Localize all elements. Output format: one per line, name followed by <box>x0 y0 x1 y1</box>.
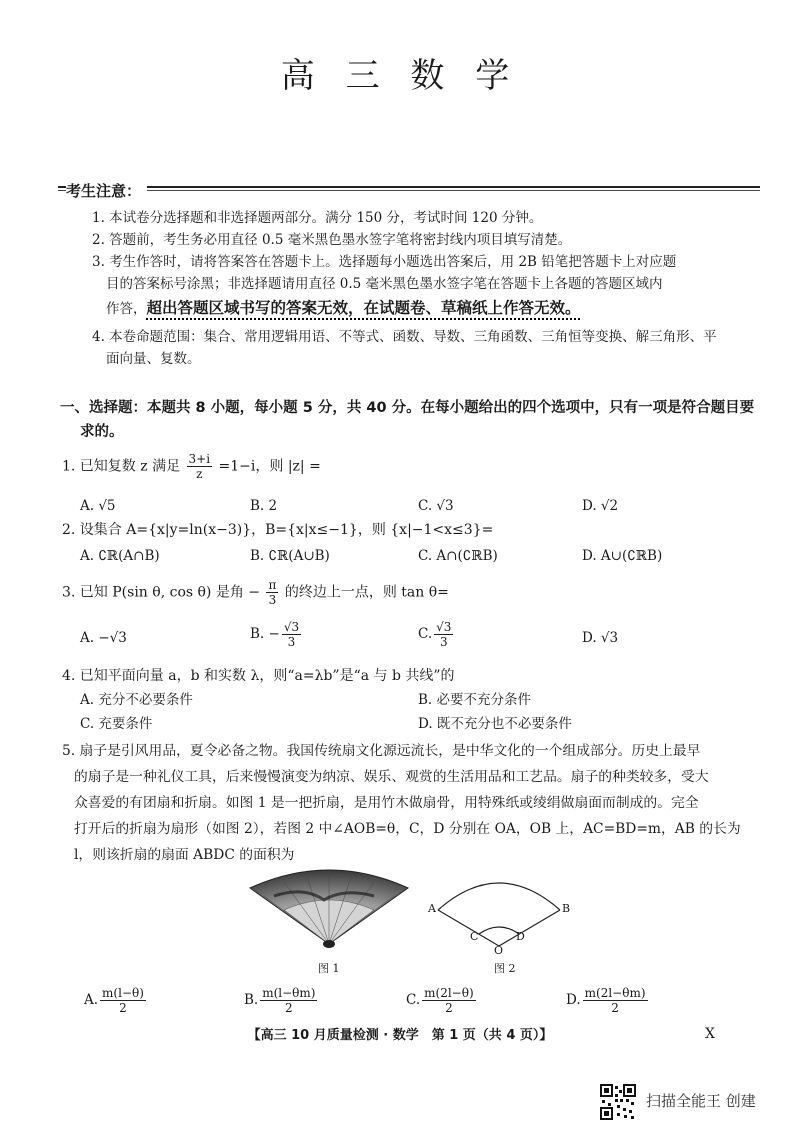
section-heading <box>60 396 760 444</box>
q1-option-d: D. √2 <box>582 498 619 514</box>
notice-item: 4. 本卷命题范围：集合、常用逻辑用语、不等式、函数、导数、三角函数、三角恒等变换、解三角形、平 <box>92 329 717 345</box>
q5-line: l，则该折扇的扇面 ABDC 的面积为 <box>74 847 295 863</box>
scanner-watermark: 扫描全能王 创建 <box>646 1092 756 1110</box>
q1-option-a: A. √5 <box>80 498 116 514</box>
notice-item <box>92 295 762 322</box>
question-4: 4. 已知平面向量 a，b 和实数 λ，则“a=λb”是“a 与 b 共线”的 <box>62 668 455 684</box>
q5-option-b-letter: B. <box>244 992 259 1008</box>
q5-option-d <box>566 986 650 1015</box>
notice-item: 1. 本试卷分选择题和非选择题两部分。满分 150 分，考试时间 120 分钟。 <box>92 210 543 226</box>
q5-option-a <box>84 986 148 1015</box>
question-1 <box>62 452 762 481</box>
fig2-label-d: D <box>516 930 525 943</box>
q1-stem-pre: 1. 已知复数 z 满足 <box>62 458 181 475</box>
page-title: 高 三 数 学 <box>280 56 520 96</box>
fig2-label-a: A <box>428 902 436 915</box>
fig2-label-o: O <box>494 944 504 957</box>
q5-option-d-frac <box>583 986 648 1015</box>
q5-option-c-frac <box>422 986 476 1015</box>
q1-frac-den: z <box>196 467 203 481</box>
notice-item-cont: 作答， <box>106 301 147 317</box>
figure-2-caption: 图 2 <box>494 962 516 975</box>
figure-2-sector-diagram <box>424 862 574 954</box>
figure-1-caption: 图 1 <box>318 962 340 975</box>
q2-option-a: A. ∁ℝ(A∩B) <box>80 548 160 564</box>
question-3 <box>62 578 762 607</box>
q4-option-c: C. 充要条件 <box>80 716 153 732</box>
q5-option-b <box>244 986 319 1015</box>
page-footer: 【高三 10 月质量检测 · 数学 第 1 页（共 4 页）】 <box>247 1028 553 1043</box>
q5-option-d-den: 2 <box>611 1001 619 1015</box>
q1-stem-post: =1−i，则 |z| = <box>218 458 321 475</box>
q3-option-b-letter: B. − <box>250 626 280 642</box>
q4-option-d: D. 既不充分也不必要条件 <box>418 716 572 732</box>
q5-option-c <box>406 986 478 1015</box>
q3-option-c-frac <box>434 620 453 649</box>
q1-option-c: C. √3 <box>418 498 454 514</box>
header-rule <box>58 186 760 188</box>
q2-option-b: B. ∁ℝ(A∪B) <box>250 548 330 564</box>
notice-item: 2. 答题前，考生务必用直径 0.5 毫米黑色墨水签字笔将密封线内项目填写清楚。 <box>92 232 572 248</box>
q1-fraction <box>187 452 213 481</box>
header-rule-thin <box>58 190 760 191</box>
figure-1-folding-fan <box>244 866 414 952</box>
q5-option-a-den: 2 <box>119 1001 127 1015</box>
q1-frac-num: 3+i <box>188 452 211 466</box>
q1-option-b: B. 2 <box>250 498 278 514</box>
notice-block <box>92 207 762 370</box>
q3-option-c-den: 3 <box>439 635 448 649</box>
q5-option-c-letter: C. <box>406 992 421 1008</box>
q5-option-a-letter: A. <box>84 992 99 1008</box>
question-5 <box>62 738 762 868</box>
q5-option-c-den: 2 <box>445 1001 453 1015</box>
q5-option-d-num: m(2l−θm) <box>584 986 646 1000</box>
q3-option-c-num: √3 <box>436 620 452 634</box>
question-2: 2. 设集合 A={x|y=ln(x−3)}，B={x|x≤−1}，则 {x|−1<x≤3}= <box>62 522 494 538</box>
q3-stem-pre: 3. 已知 P(sin θ, cos θ) 是角 − <box>62 584 261 601</box>
q5-line: 的扇子是一种礼仪工具，后来慢慢演变为纳凉、娱乐、观赏的生活用品和工艺品。扇子的种类较多，受大 <box>74 769 709 785</box>
q2-option-d: D. A∪(∁ℝB) <box>582 548 663 564</box>
q3-frac-num: π <box>268 578 277 592</box>
q5-option-b-den: 2 <box>285 1001 293 1015</box>
q3-option-c-letter: C. <box>418 626 433 642</box>
notice-item: 目的答案标号涂黑；非选择题请用直径 0.5 毫米黑色墨水签字笔在答题卡上各题的答题区域内 <box>106 276 663 292</box>
q4-option-a: A. 充分不必要条件 <box>80 692 193 708</box>
q3-option-a: A. −√3 <box>80 630 127 646</box>
q3-stem-post: 的终边上一点，则 tan θ= <box>284 584 449 601</box>
q3-fraction <box>266 578 278 607</box>
q2-option-c: C. A∩(∁ℝB) <box>418 548 498 564</box>
fig2-label-c: C <box>470 930 479 943</box>
q3-option-b-den: 3 <box>287 635 296 649</box>
x-mark: X <box>705 1026 715 1042</box>
q3-option-b-frac <box>282 620 301 649</box>
qr-code-icon <box>600 1084 636 1120</box>
notice-heading: 考生注意： <box>66 180 147 201</box>
q5-option-a-num: m(l−θ) <box>102 986 144 1000</box>
notice-item: 面向量、复数。 <box>106 351 201 367</box>
section-heading-line: 求的。 <box>80 424 124 440</box>
q5-option-b-num: m(l−θm) <box>262 986 316 1000</box>
q3-option-b <box>250 620 303 649</box>
q5-option-b-frac <box>260 986 317 1015</box>
q3-frac-den: 3 <box>268 593 277 607</box>
q5-option-d-letter: D. <box>566 992 581 1008</box>
q5-option-c-num: m(2l−θ) <box>424 986 474 1000</box>
section-heading-line: 一、选择题：本题共 8 小题，每小题 5 分，共 40 分。在每小题给出的四个选项中，只有一项是符合题目要 <box>60 400 755 416</box>
q3-option-b-num: √3 <box>283 620 300 634</box>
q3-options <box>62 620 762 654</box>
q5-line: 5. 扇子是引风用品，夏令必备之物。我国传统扇文化源远流长，是中华文化的一个组成部分。历史上最早 <box>62 743 701 759</box>
q4-option-b: B. 必要不充分条件 <box>418 692 532 708</box>
notice-emphasis: 超出答题区域书写的答案无效，在试题卷、草稿纸上作答无效。 <box>146 299 581 317</box>
q3-option-c <box>418 620 455 649</box>
q5-option-a-frac <box>100 986 146 1015</box>
q5-line: 众喜爱的有团扇和折扇。如图 1 是一把折扇，是用竹木做扇骨，用特殊纸或绫绢做扇面而制成的。完全 <box>74 795 699 811</box>
q5-line: 打开后的折扇为扇形（如图 2），若图 2 中∠AOB=θ，C，D 分别在 OA，OB 上，AC=BD=m，AB 的长为 <box>74 821 741 837</box>
notice-item: 3. 考生作答时，请将答案答在答题卡上。选择题每小题选出答案后，用 2B 铅笔把答题卡上对应题 <box>92 254 677 270</box>
q3-option-d: D. √3 <box>582 630 619 646</box>
q5-options <box>62 986 762 1020</box>
fig2-label-b: B <box>562 902 571 915</box>
